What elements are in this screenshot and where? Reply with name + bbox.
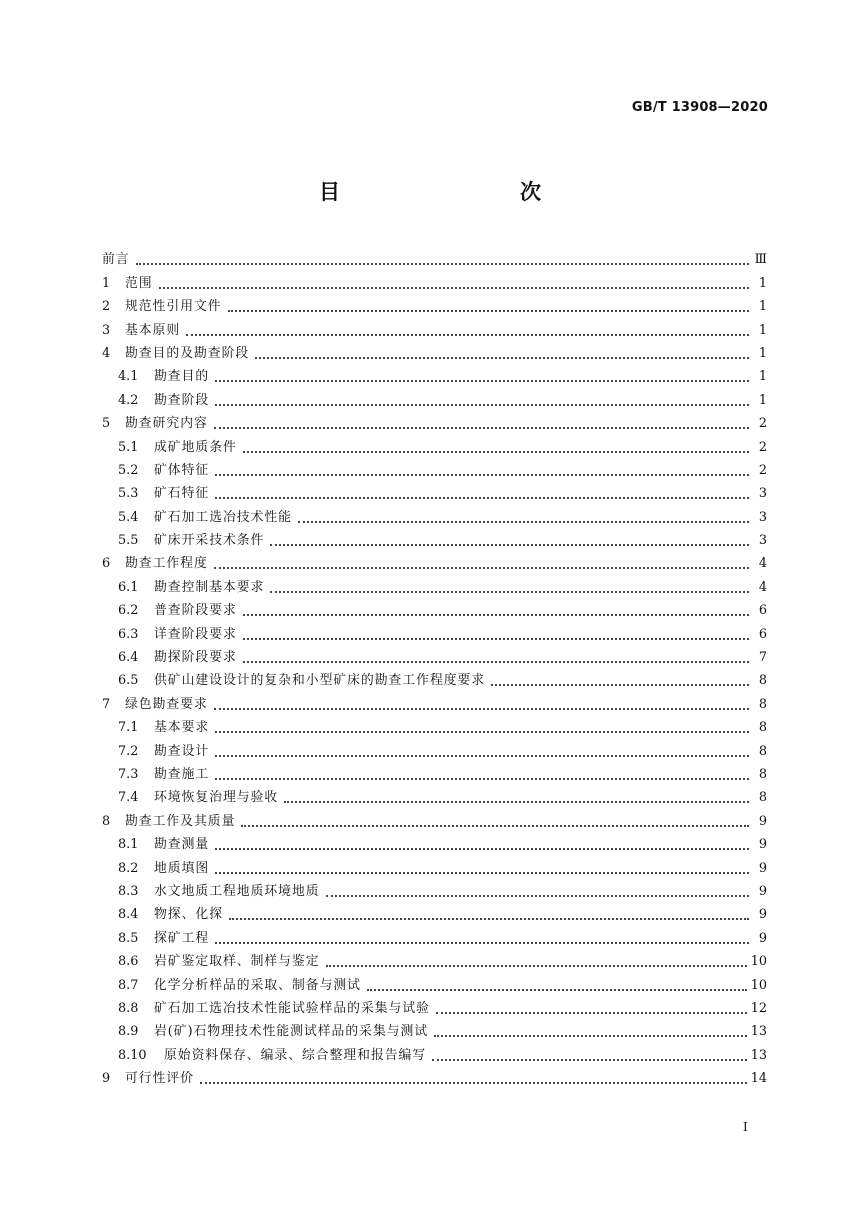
toc-entry-label: 矿石加工选冶技术性能 <box>154 509 292 525</box>
toc-entry-label: 地质填图 <box>154 860 210 876</box>
toc-entry[interactable] <box>102 1064 767 1087</box>
toc-entry[interactable] <box>102 830 767 853</box>
toc-dot-leader <box>367 977 747 991</box>
toc-entry-number: 2 <box>102 299 111 315</box>
toc-entry-page: 1 <box>758 345 767 361</box>
toc-dot-leader <box>215 766 749 780</box>
toc-dot-leader <box>298 509 749 523</box>
toc-dot-leader <box>243 626 749 640</box>
toc-dot-leader <box>228 298 749 312</box>
toc-entry-number: 5.5 <box>118 533 139 549</box>
toc-entry[interactable] <box>102 479 767 502</box>
toc-dot-leader <box>214 696 749 710</box>
toc-dot-leader <box>215 860 749 874</box>
toc-entry-label: 岩(矿)石物理技术性能测试样品的采集与测试 <box>154 1024 429 1040</box>
toc-entry[interactable] <box>102 853 767 876</box>
toc-entry[interactable] <box>102 877 767 900</box>
toc-dot-leader <box>243 439 749 453</box>
toc-entry-label: 勘查目的及勘查阶段 <box>125 345 250 361</box>
toc-dot-leader <box>215 930 749 944</box>
toc-entry-label: 详查阶段要求 <box>154 626 237 642</box>
toc-entry-number: 8 <box>102 813 111 829</box>
toc-entry-number: 6.4 <box>118 650 139 666</box>
toc-entry-page: 14 <box>750 1071 767 1087</box>
toc-entry[interactable] <box>102 268 767 291</box>
toc-entry-label: 成矿地质条件 <box>154 439 237 455</box>
toc-entry-page: 8 <box>758 696 767 712</box>
toc-entry-page: 8 <box>758 720 767 736</box>
toc-entry-number: 6.3 <box>118 626 139 642</box>
toc-entry[interactable] <box>102 502 767 525</box>
toc-entry[interactable] <box>102 666 767 689</box>
toc-entry[interactable] <box>102 292 767 315</box>
toc-entry-page: 3 <box>758 509 767 525</box>
toc-entry-number: 5 <box>102 416 111 432</box>
toc-entry-label: 岩矿鉴定取样、制样与鉴定 <box>154 954 320 970</box>
toc-dot-leader <box>243 602 749 616</box>
toc-entry-page: 1 <box>758 369 767 385</box>
toc-entry-page: 12 <box>750 1000 767 1016</box>
toc-dot-leader <box>436 1000 747 1014</box>
toc-entry-label: 矿石加工选冶技术性能试验样品的采集与试验 <box>154 1000 430 1016</box>
toc-entry-number: 1 <box>102 275 111 291</box>
toc-entry-number: 7.1 <box>118 720 139 736</box>
toc-dot-leader <box>270 532 749 546</box>
toc-dot-leader <box>215 462 749 476</box>
toc-entry-number: 4.1 <box>118 369 139 385</box>
toc-entry[interactable] <box>102 526 767 549</box>
toc-dot-leader <box>136 251 749 265</box>
toc-entry-page: 4 <box>758 579 767 595</box>
toc-entry-page: 1 <box>758 299 767 315</box>
toc-entry-number: 3 <box>102 322 111 338</box>
page-title: 目 次 <box>319 179 587 204</box>
toc-entry-page: 9 <box>758 837 767 853</box>
toc-entry-number: 8.3 <box>118 883 139 899</box>
footer-page-number: I <box>743 1120 748 1134</box>
toc-entry-page: 3 <box>758 486 767 502</box>
toc-entry-number: 7.3 <box>118 766 139 782</box>
toc-entry[interactable] <box>102 456 767 479</box>
toc-entry-label: 原始资料保存、编录、综合整理和报告编写 <box>164 1047 427 1063</box>
toc-entry-number: 5.2 <box>118 462 139 478</box>
toc-entry[interactable] <box>102 596 767 619</box>
toc-entry-page: 9 <box>758 907 767 923</box>
toc-entry[interactable] <box>102 619 767 642</box>
toc-entry-page: 7 <box>758 650 767 666</box>
toc-entry-label: 勘查测量 <box>154 837 210 853</box>
toc-entry-page: 9 <box>758 860 767 876</box>
toc-entry-number: 7 <box>102 696 111 712</box>
toc-entry-label: 勘查设计 <box>154 743 210 759</box>
toc-entry-label: 勘查控制基本要求 <box>154 579 265 595</box>
toc-entry-number: 8.5 <box>118 930 139 946</box>
toc-entry-label: 范围 <box>125 275 153 291</box>
toc-entry-number: 7.4 <box>118 790 139 806</box>
toc-entry[interactable] <box>102 783 767 806</box>
toc-entry[interactable] <box>102 339 767 362</box>
toc-entry[interactable] <box>102 923 767 946</box>
toc-entry-page: 13 <box>750 1047 767 1063</box>
toc-entry[interactable] <box>102 947 767 970</box>
toc-entry-number: 4 <box>102 345 111 361</box>
toc-entry[interactable] <box>102 315 767 338</box>
toc-entry-page: 8 <box>758 673 767 689</box>
toc-entry-label: 勘探阶段要求 <box>154 650 237 666</box>
toc-dot-leader <box>243 649 749 663</box>
toc-entry[interactable] <box>102 245 767 268</box>
toc-entry-number: 8.9 <box>118 1024 139 1040</box>
toc-entry-number: 6 <box>102 556 111 572</box>
toc-entry[interactable] <box>102 736 767 759</box>
toc-entry[interactable] <box>102 713 767 736</box>
toc-entry[interactable] <box>102 1040 767 1063</box>
toc-entry-number: 5.1 <box>118 439 139 455</box>
toc-entry-label: 绿色勘查要求 <box>125 696 208 712</box>
toc-entry-label: 普查阶段要求 <box>154 603 237 619</box>
toc-dot-leader <box>186 322 749 336</box>
toc-entry-page: 6 <box>758 603 767 619</box>
toc-dot-leader <box>215 392 749 406</box>
toc-entry-page: 6 <box>758 626 767 642</box>
toc-entry-page: 10 <box>750 954 767 970</box>
toc-entry-number: 8.4 <box>118 907 139 923</box>
toc-entry-number: 8.8 <box>118 1000 139 1016</box>
toc-entry[interactable] <box>102 806 767 829</box>
toc-entry-label: 勘查目的 <box>154 369 210 385</box>
toc-entry-page: 2 <box>758 462 767 478</box>
toc-entry-label: 勘查工作程度 <box>125 556 208 572</box>
toc-dot-leader <box>432 1047 747 1061</box>
toc-entry[interactable] <box>102 970 767 993</box>
toc-dot-leader <box>215 485 749 499</box>
toc-entry[interactable] <box>102 572 767 595</box>
toc-entry-label: 探矿工程 <box>154 930 210 946</box>
toc-entry-label: 矿体特征 <box>154 462 210 478</box>
toc-entry[interactable] <box>102 409 767 432</box>
toc-entry-number: 6.5 <box>118 673 139 689</box>
toc-entry[interactable] <box>102 994 767 1017</box>
toc-entry[interactable] <box>102 900 767 923</box>
toc-entry-number: 8.10 <box>118 1047 147 1063</box>
toc-entry-page: 9 <box>758 883 767 899</box>
toc-dot-leader <box>214 415 749 429</box>
toc-entry-page: 1 <box>758 322 767 338</box>
toc-entry-label: 矿石特征 <box>154 486 210 502</box>
toc-dot-leader <box>215 836 749 850</box>
toc-dot-leader <box>255 345 749 359</box>
toc-entry-number: 8.6 <box>118 954 139 970</box>
toc-entry-label: 基本要求 <box>154 720 210 736</box>
toc-dot-leader <box>159 275 749 289</box>
toc-entry-page: 13 <box>750 1024 767 1040</box>
toc-entry[interactable] <box>102 362 767 385</box>
toc-entry-page: Ⅲ <box>754 252 767 268</box>
toc-entry-label: 规范性引用文件 <box>125 299 222 315</box>
table-of-contents <box>102 245 767 1087</box>
toc-dot-leader <box>270 579 749 593</box>
toc-entry[interactable] <box>102 689 767 712</box>
toc-entry-page: 8 <box>758 743 767 759</box>
toc-entry-number: 6.2 <box>118 603 139 619</box>
toc-entry-label: 勘查阶段 <box>154 392 210 408</box>
toc-dot-leader <box>215 743 749 757</box>
toc-dot-leader <box>229 906 749 920</box>
toc-dot-leader <box>326 953 747 967</box>
toc-entry[interactable] <box>102 1017 767 1040</box>
toc-entry-label: 矿床开采技术条件 <box>154 533 265 549</box>
toc-entry-number: 8.7 <box>118 977 139 993</box>
toc-entry-number: 8.1 <box>118 837 139 853</box>
toc-entry-page: 8 <box>758 766 767 782</box>
toc-entry-page: 10 <box>750 977 767 993</box>
toc-entry[interactable] <box>102 432 767 455</box>
toc-dot-leader <box>326 883 749 897</box>
toc-dot-leader <box>200 1070 747 1084</box>
toc-entry-page: 9 <box>758 813 767 829</box>
toc-entry-page: 1 <box>758 275 767 291</box>
toc-entry-label: 可行性评价 <box>125 1071 194 1087</box>
toc-entry-page: 9 <box>758 930 767 946</box>
toc-entry[interactable] <box>102 385 767 408</box>
toc-dot-leader <box>491 672 749 686</box>
toc-entry-number: 6.1 <box>118 579 139 595</box>
toc-entry-label: 勘查施工 <box>154 766 210 782</box>
toc-entry-number: 8.2 <box>118 860 139 876</box>
toc-dot-leader <box>434 1023 747 1037</box>
toc-entry-number: 5.4 <box>118 509 139 525</box>
toc-entry-number: 9 <box>102 1071 111 1087</box>
toc-dot-leader <box>214 555 749 569</box>
toc-entry-number: 7.2 <box>118 743 139 759</box>
toc-entry-label: 水文地质工程地质环境地质 <box>154 883 320 899</box>
toc-entry-page: 2 <box>758 439 767 455</box>
toc-dot-leader <box>241 813 749 827</box>
toc-entry-page: 2 <box>758 416 767 432</box>
toc-dot-leader <box>284 789 749 803</box>
toc-entry-number: 5.3 <box>118 486 139 502</box>
standard-code: GB/T 13908—2020 <box>631 100 768 115</box>
toc-entry-label: 供矿山建设设计的复杂和小型矿床的勘查工作程度要求 <box>154 673 486 689</box>
toc-entry[interactable] <box>102 760 767 783</box>
toc-entry-page: 8 <box>758 790 767 806</box>
toc-entry-page: 3 <box>758 533 767 549</box>
toc-entry-label: 基本原则 <box>125 322 181 338</box>
toc-entry-page: 1 <box>758 392 767 408</box>
toc-entry-label: 前言 <box>102 252 130 268</box>
toc-entry[interactable] <box>102 643 767 666</box>
toc-entry-label: 物探、化探 <box>154 907 223 923</box>
toc-entry-label: 勘查工作及其质量 <box>125 813 236 829</box>
toc-entry-label: 环境恢复治理与验收 <box>154 790 279 806</box>
toc-dot-leader <box>215 719 749 733</box>
toc-entry-page: 4 <box>758 556 767 572</box>
toc-entry-number: 4.2 <box>118 392 139 408</box>
toc-entry-label: 勘查研究内容 <box>125 416 208 432</box>
toc-dot-leader <box>215 368 749 382</box>
toc-entry-label: 化学分析样品的采取、制备与测试 <box>154 977 361 993</box>
toc-entry[interactable] <box>102 549 767 572</box>
